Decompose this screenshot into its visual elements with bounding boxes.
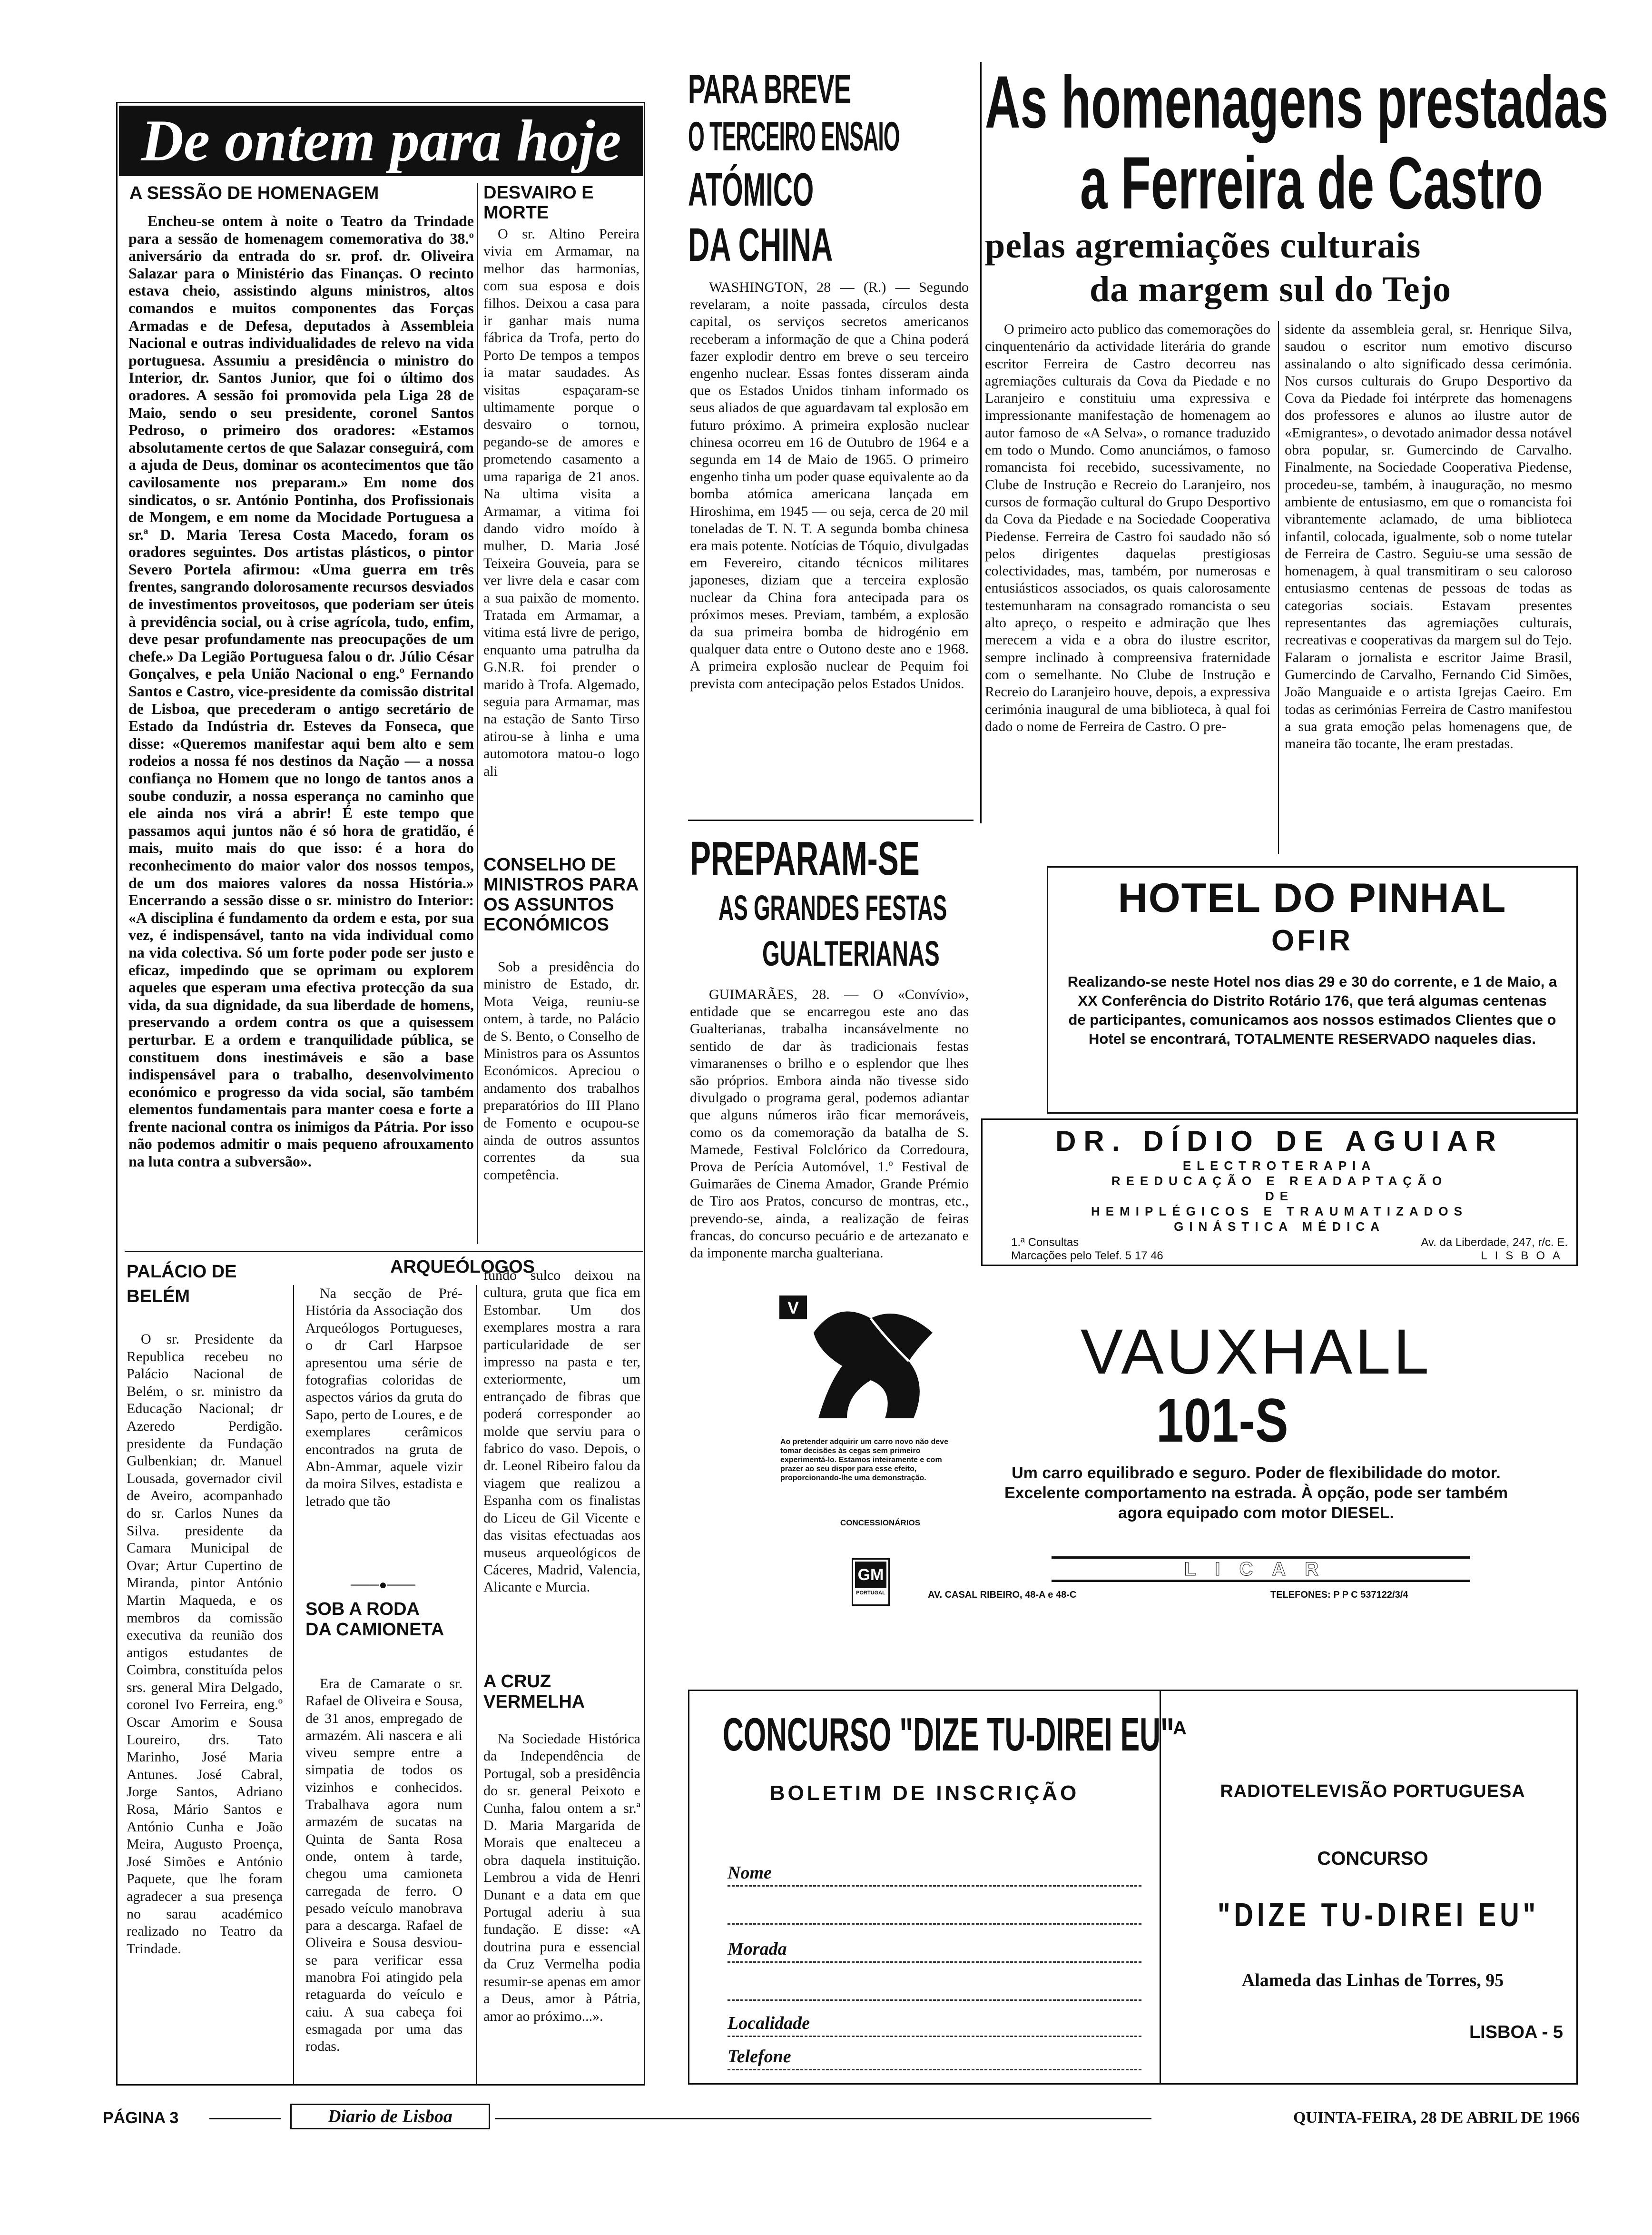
morada-field[interactable] (728, 1900, 1146, 1924)
masthead-logo: Diario de Lisboa (290, 2104, 490, 2129)
hotel-subtitle: OFIR (1271, 924, 1354, 957)
footer-date: QUINTA-FEIRA, 28 DE ABRIL DE 1966 (1293, 2109, 1580, 2126)
divider-ornament: ───●─── (351, 1578, 415, 1592)
article-body: Era de Camarate o sr. Rafael de Oliveira e Sousa, de 31 anos, empregado de armazém. Ali nascera e ali viveu sempre entre a simpatia de todos os vizinhos e conhecidos. Trabalhava agora num armazém de sucatas na Quinta de Santa Rosa onde, ontem à tarde, chegou uma camioneta carregada de ferro. O pesado veículo manobrava para a descarga. Rafael de Oliveira e Sousa desviou-se para verificar essa manobra Foi atingido pela retaguarda do veículo e caiu. A sua cabeça foi esmagada por uma das rodas. (305, 1676, 462, 2055)
hotel-text: Realizando-se neste Hotel nos dias 29 e 30 do corrente, e 1 de Maio, a XX Conferência do Distrito Rotário 176, que terá algumas centenas de participantes, comunicamos aos nossos estimados Clientes que o Hotel se encontrará, TOTALMENTE RESERVADO naqueles dias. (1067, 973, 1557, 1047)
banner-title: De ontem para hoje (141, 108, 621, 173)
article-body: WASHINGTON, 28 — (R.) — Segundo revelaram, a noite passada, círculos desta capital, os serviços secretos americanos receberam a informação de que a China poderá fazer explodir dentro em breve o seu terceiro engenho nuclear. Essas fontes disseram ainda que os Estados Unidos tinham informado os seus aliados de que aguardavam tal explosão em futuro próximo. A primeira explosão nuclear chinesa ocorreu em 16 de Outubro de 1964 e a segunda em 14 de Maio de 1965. O primeiro engenho tinha um poder quase equivalente ao da bomba atómica americana lançada em Hiroshima, em 1945 — ou seja, cerca de 20 mil toneladas de T. N. T. A segunda bomba chinesa era mais potente. Notícias de Tóquio, divulgadas em Fevereiro, citando técnicos militares japoneses, diziam que a terceira explosão nuclear da China fora antecipada para os próximos meses. Previam, também, a explosão da sua primeira bomba de hidrogénio em qualquer data entre o Outono deste ano e 1968. A primeira explosão nuclear de Pequim foi prevista com antecipação pelos Estados Unidos. (690, 279, 969, 692)
headline: As homenagens prestadas a Ferreira de Castro pelas agremiações culturais da margem sul do Tejo (985, 61, 1609, 309)
article-heading: DESVAIRO E MORTE (483, 183, 594, 223)
article-body: O sr. Altino Pereira vivia em Armamar, na melhor das harmonias, com sua esposa e dois filhos. Deixou a casa para ir ganhar mais numa fábrica da Trofa, perto do Porto De tempos a tempos ia matar saudades. As visitas espaçaram-se ultimamente porque o desvairo o tornou, pegando-se de amores e prometendo casamento a uma rapariga de 21 anos. Na ultima visita a Armamar, a vitima foi dando vidro moído à mulher, D. Maria José Teixeira Gouveia, para se ver livre dela e casar com a sua paixão de momento. Tratada em Armamar, a vitima está livre de perigo, enquanto uma patrulha da G.N.R. foi prender o marido à Trofa. Algemado, seguia para Armamar, mas na estação de Santo Tirso atirou-se à linha e uma automotora matou-o logo ali (483, 226, 639, 779)
article-body: O primeiro acto publico das comemorações do cinquentenário da actividade literária do grande escritor Ferreira de Castro decorreu nas agremiações culturais da Cova da Piedade e no Laranjeiro e constituiu uma expressiva e impressionante manifestação de homenagem ao autor famoso de «A Selva», o romance traduzido em todo o Mundo. Como anunciámos, o famoso romancista foi recebido, sucessivamente, no Clube de Instrução e Recreio do Laranjeiro, nos cursos de formação cultural do Grupo Desportivo da Cova da Piedade e na Sociedade Cooperativa Piedense. Ferreira de Castro foi saudado não só pelos dirigentes daquelas prestigiosas colectividades, mas, também, por numerosas e entusiásticos associados, os quais calorosamente testemunharam na consagrado romancista o seu alto apreço, o respeito e admiração que lhes merecem a vida e a obra do ilustre escritor, sempre inclinado à compreensiva fraternidade com o semelhante. No Clube de Instrução e Recreio do Laranjeiro houve, depois, a expressiva cerimónia inaugural de uma biblioteca, à qual foi dado o nome de Ferreira de Castro. O pre- (985, 321, 1270, 734)
article-heading: CONSELHO DE MINISTROS PARA OS ASSUNTOS ECONÓMICOS (483, 855, 639, 935)
column-rule (293, 1285, 294, 2085)
footer-rule (495, 2118, 1151, 2119)
nome-field[interactable]: Nome (728, 1862, 1146, 1886)
article-body: sidente da assembleia geral, sr. Henrique Silva, saudou o escritor num emotivo discurso assinalando o alto significado dessa cerimónia. Nos cursos culturais do Grupo Desportivo da Cova da Piedade foi intérprete das homenagens dos professores e alunos ao ilustre autor de «Emigrantes», o devotado animador dessa notável obra popular, sr. Gumercindo de Carvalho. Finalmente, na Sociedade Cooperativa Piedense, procedeu-se, também, à inauguração, no mesmo ambiente de entusiasmo, em que o romancista foi vibrantemente aclamado, de uma biblioteca infantil, colocada, igualmente, sob o nome tutelar de Ferreira de Castro. Seguiu-se uma sessão de homenagem, à qual transmitiram o seu caloroso entusiasmo centenas de pessoas de todas as categorias sociais. Estavam presentes representantes das agremiações culturais, recreativas e cooperativas da margem sul do Tejo. Falaram o jornalista e escritor Jaime Brasil, Gumercindo de Carvalho, Fernando Cid Simões, João Manguaide e o artista Igrejas Caeiro. Em todas as cerimónias Ferreira de Castro manifestou a sua grata emoção pelas homenagens que, de maneira tão tocante, lhe eram prestadas. (1285, 321, 1572, 752)
contest-form: CONCURSO "DIZE TU-DIREI EU" BOLETIM DE INSCRIÇÃO Nome Morada Localidade Telefone A RADIOTELEVISÃO PORTUGUESA CONCURSO "DIZE TU-DIREI EU" Alameda das Linhas de Torres, 95 LISBOA - 5 (688, 1690, 1578, 2085)
hotel-title: HOTEL DO PINHAL (1118, 875, 1507, 921)
morada-field[interactable]: Morada (728, 1938, 1146, 1962)
article-heading: A CRUZ VERMELHA (483, 1671, 585, 1712)
page-number: PÁGINA 3 (103, 2109, 179, 2127)
article-body: GUIMARÃES, 28. — O «Convívio», entidade que se encarregou este ano das Gualterianas, trabalha incansávelmente no sentido de dar às tradicionais festas vimaranenses o brilho e o esplendor que lhes são próprios. Embora ainda não tivesse sido divulgado o programa geral, podemos adiantar que alguns números irão ficar memoráveis, como os da comemoração da batalha de S. Mamede, Festival Folclórico da Corredoura, Prova de Perícia Automóvel, 1.º Festival de Guimarães de Cinema Amador, Grande Prémio de Tiro aos Pratos, concurso de montras, etc., prevendo-se, ainda, a realização de feiras francas, do concurso pecuário e de artezanato e da imponente marcha gualteriana. (690, 987, 969, 1261)
telefone-field[interactable]: Telefone (728, 2046, 1146, 2070)
car-ad: V Ao pretender adquirir um carro novo não deve tomar decisões às cegas sem primeiro experimentá-lo. Estamos inteiramente e com prazer ao seu dispor para esse efeito, proporcionando-lhe uma demonstração. CONCESSIONÁRIOS GM PORTUGAL VAUXHALL 101-S Um carro equilibrado e seguro. Poder de flexibilidade do motor. Excelente comportamento na estrada. À opção, pode ser também agora equipado com motor DIESEL. LICAR AV. CASAL RIBEIRO, 48-A e 48-C TELEFONES: P P C 537122/3/4 (776, 1290, 1518, 1613)
article-body: fundo sulco deixou na cultura, gruta que fica em Estombar. Um dos exemplares mostra a rara particularidade de ser impresso na pasta e ter, exteriormente, um entrançado de fibras que poderá corresponder ao molde que serviu para o fabrico do vaso. Depois, o dr. Leonel Ribeiro falou da viagem que realizou a Espanha com os finalistas do Liceu de Gil Vicente e das visitas efectuadas aos museus arqueológicos de Cáceres, Madrid, Valencia, Alicante e Murcia. (483, 1267, 640, 1595)
article-heading: PALÁCIO DE BELÉM (127, 1262, 237, 1306)
article-heading: ARQUEÓLOGOS (390, 1257, 535, 1277)
column-rule (477, 183, 478, 1244)
column-rule (1278, 321, 1279, 854)
article-body: Encheu-se ontem à noite o Teatro da Trindade para a sessão de homenagem comemorativa do 38.º aniversário da entrada do sr. prof. dr. Oliveira Salazar para o Ministério das Finanças. O recinto estava cheio, assistindo alguns ministros, altos comandos e muitos componentes das Forças Armadas e de Defesa, deputados à Assembleia Nacional e outras individualidades de relevo na vida portuguesa. Assumiu a presidência o ministro do Interior, dr. Santos Junior, que foi o último dos oradores. A sessão foi promovida pela Liga 28 de Maio, sendo o seu presidente, coronel Santos Pedroso, o primeiro dos oradores: «Estamos absolutamente certos de que Salazar conseguirá, com a ajuda de Deus, dominar os acontecimentos que tão cavilosamente nos preparam.» Em nome dos sindicatos, o sr. António Pontinha, dos Profissionais de Mongem, e em nome da Mocidade Portuguesa a sr.ª D. Maria Teresa Costa Macedo, foram os oradores seguintes. Dos artistas plásticos, o pintor Severo Portela afirmou: «Uma guerra em três frentes, sangrando dolorosamente recursos desviados de investimentos proveitosos, que poderiam ser úteis à previdência social, ou à crise agrícola, tudo, enfim, deve pesar profundamente nas preocupações de um chefe.» Da Legião Portuguesa falou o dr. Júlio César Gonçalves, e pela União Nacional o eng.º Fernando Santos e Castro, vice-presidente da comissão distrital de Lisboa, que precederam o antigo secretário de Estado da Indústria dr. Esteves da Fonseca, que disse: «Queremos manifestar aqui bem alto e sem rodeios a nossa fé nos destinos da Nação — a nossa confiança no Homem que no longo de tantos anos a soube conduzir, a nossa esperança no caminho que ele ainda nos virá a abrir! É este tempo que passamos aqui juntos não é só hora de gratidão, é mais, muito mais do que isso: é a hora do reconhecimento do maior valor dos nossos tempos, de um dos maiores valores da nossa História.» Encerrando a sessão disse o sr. ministro do Interior: «A disciplina é fundamento da ordem e esta, por sua vez, é indispensável, tanto na vida individual como na vida colectiva. Só um forte poder pode ser justo e eficaz, impedindo que se oprimam ou explorem aqueles que esperam uma efectiva protecção da sua vida, da sua dignidade, da sua liberdade de homens, preservando a ordem contra os que a quisessem perturbar. E a ordem e tranquilidade pública, se constituem dons inestimáveis e são a base indispensável para o trabalho, desenvolvimento económico e progresso da vida social, são também elementos fundamentais para manter coesa e forte a frente nacional contra os inimigos da Pátria. Por isso não podemos admitir o mais pequeno afrouxamento na luta contra a subversão». (128, 212, 474, 1170)
section-banner (119, 106, 643, 176)
column-rule (980, 62, 982, 823)
article-heading: SOB A RODA DA CAMIONETA (305, 1599, 444, 1640)
doctor-ad: DR. DÍDIO DE AGUIAR ELECTROTERAPIA REEDUCAÇÃO E READAPTAÇÃO DE HEMIPLÉGICOS E TRAUMATIZADOS GINÁSTICA MÉDICA 1.ª Consultas Marcações pelo Telef. 5 17 46 Av. da Liberdade, 247, r/c. E. LISBOA (981, 1118, 1578, 1266)
article-heading: A SESSÃO DE HOMENAGEM (129, 183, 379, 203)
section-rule (688, 820, 974, 821)
column-rule (476, 1285, 477, 2085)
article-body: Na secção de Pré-História da Associação dos Arqueólogos Portugueses, o dr Carl Harpsoe apresentou uma série de fotografias coloridas de aspectos vários da gruta do Sapo, perto de Loures, e de exemplares cerâmicos encontrados na gruta de Abn-Ammar, aquele vizir da moira Silves, estadista e letrado que tão (305, 1286, 462, 1509)
dealer-logo: LICAR (1052, 1556, 1470, 1582)
article-body: Sob a presidência do ministro de Estado, dr. Mota Veiga, reuniu-se ontem, à tarde, no Palácio de S. Bento, o Conselho de Ministros para os Assuntos Económicos. Apreciou o andamento dos trabalhos preparatórios do III Plano de Fomento e ocupou-se ainda de outros assuntos correntes da sua competência. (483, 959, 639, 1183)
gm-logo: GM PORTUGAL (852, 1558, 890, 1606)
svg-text:V: V (787, 1298, 799, 1317)
footer-rule (209, 2118, 281, 2119)
hotel-ad (1047, 866, 1578, 1114)
article-body: O sr. Presidente da Republica recebeu no Palácio Nacional de Belém, o sr. ministro da Educação Nacional; dr Azeredo Perdigão. presidente da Fundação Gulbenkian; dr. Manuel Lousada, governador civil de Aveiro, acompanhado do sr. Carlos Nunes da Silva. presidente da Camara Municipal de Ovar; Artur Cupertino de Miranda, pintor António Martin Maqueda, e os membros da comissão executiva da reunião dos antigos estudantes de Coimbra, constituída pelos srs. general Mira Delgado, coronel Ivo Ferreira, eng.º Oscar Amorim e Sousa Loureiro, drs. Tato Marinho, José Maria Antunes. José Cabral, Jorge Santos, Adriano Rosa, Mário Santos e António Cunha e João Meira, Augusto Proença, José Simões e António Paquete, que lhe foram agradecer a sua presença no sarau académico realizado no Teatro da Trindade. (127, 1331, 283, 1957)
headline: PARA BREVE O TERCEIRO ENSAIO ATÓMICO DA CHINA (688, 67, 900, 271)
morada-field[interactable] (728, 1977, 1146, 2000)
section-rule (125, 1251, 643, 1252)
localidade-field[interactable]: Localidade (728, 2013, 1146, 2037)
headline: PREPARAM-SE AS GRANDES FESTAS GUALTERIANAS (690, 832, 947, 973)
article-body: Na Sociedade Histórica da Independência de Portugal, sob a presidência do sr. general Peixoto e Cunha, falou ontem a sr.ª D. Maria Margarida de Morais que enalteceu a obra daquela instituição. Lembrou a vida de Henri Dunant e a data em que Portugal aderiu à sua fundação. E disse: «A doutrina pura e essencial da Cruz Vermelha podia resumir-se apenas em amor a Deus, amor à Pátria, amor ao próximo...». (483, 1731, 640, 2024)
griffin-logo-icon (776, 1290, 966, 1433)
